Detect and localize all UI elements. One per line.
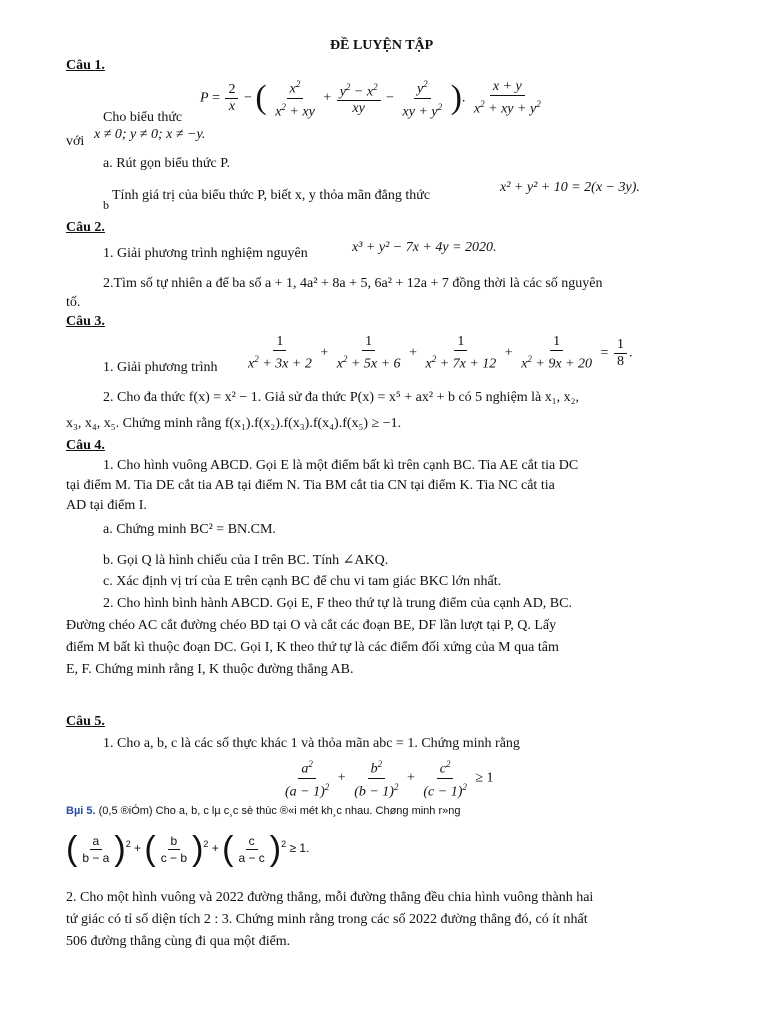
q1-intro: Cho biểu thức xyxy=(103,110,183,125)
q2-part-2-line-1: 2.Tìm số tự nhiên a để ba số a + 1, 4a² + 8a + 5, 6a² + 12a + 7 đồng thời là các số nguyên xyxy=(103,276,603,291)
q1-part-b-equation: x² + y² + 10 = 2(x − 3y). xyxy=(500,180,640,195)
q1-heading: Câu 1. xyxy=(66,58,105,73)
q3-equation: $\frac{1}{x^2 + 3x + 2}$ + $\frac{1}{x^2 + 5x + 6}$ + $\frac{1}{x^2 + 7x + 12}$ + $\frac{1}{x^2 + 9x + 20}$ = $\frac{1}{8}$ . xyxy=(248,334,633,372)
q4-part-c: c. Xác định vị trí của E trên cạnh BC để chu vi tam giác BKC lớn nhất. xyxy=(103,574,502,589)
q1-expression-p: P = $\frac{2}{x}$ − ( $\frac{x^2}{x^2 + xy}$ + $\frac{y^2 - x^2}{xy}$ − $\frac{y^2}{xy + y^2}$ ). $\frac{x + y}{x^2 + xy + y^2}$ xyxy=(200,76,546,120)
q4-line-3: AD tại điểm I. xyxy=(66,498,147,513)
q4-part-2-line-4: E, F. Chứng minh rằng I, K thuộc đường thẳng AB. xyxy=(66,662,354,677)
q4-part-a: a. Chứng minh BC² = BN.CM. xyxy=(103,522,276,537)
bai-5-inequality-tail: ≥ 1. xyxy=(289,841,310,856)
q4-part-2-line-1: 2. Cho hình bình hành ABCD. Gọi E, F theo thứ tự là trung điểm của cạnh AD, BC. xyxy=(103,596,572,611)
q5-part-2-line-2: tứ giác có tỉ số diện tích 2 : 3. Chứng minh rằng trong các số 2022 đường thẳng đó, có ít nhất xyxy=(66,912,588,927)
q1-condition: x ≠ 0; y ≠ 0; x ≠ −y. xyxy=(94,127,206,142)
q1-part-a: a. Rút gọn biểu thức P. xyxy=(103,156,230,171)
q4-heading: Câu 4. xyxy=(66,438,105,453)
q3-part-1: 1. Giải phương trình xyxy=(103,360,218,375)
bai-5-label: Bµi 5. xyxy=(66,805,96,817)
q1-part-b-text: Tính giá trị của biểu thức P, biết x, y thỏa mãn đẳng thức xyxy=(112,188,431,203)
q4-line-2: tại điểm M. Tia DE cắt tia AB tại điểm N. Tia BM cắt tia CN tại điểm K. Tia NC cắt tia xyxy=(66,478,555,493)
q5-part-2-line-3: 506 đường thẳng cùng đi qua một điểm. xyxy=(66,934,291,949)
q3-part-2-line-1: 2. Cho đa thức f(x) = x² − 1. Giả sử đa thức P(x) = x⁵ + ax² + b có 5 nghiệm là x₁, x₂, xyxy=(103,390,580,405)
page-title: ĐỀ LUYỆN TẬP xyxy=(330,38,434,53)
q3-heading: Câu 3. xyxy=(66,314,105,329)
bai-5-inequality: ( $\frac{a}{b - a}$ )$^2$ + ( $\frac{b}{c - b}$ )$^2$ + ( $\frac{c}{a - c}$ )$^2$ ≥ 1. xyxy=(66,830,310,868)
q5-part-2-line-1: 2. Cho một hình vuông và 2022 đường thẳng, mỗi đường thẳng đều chia hình vuông thành hai xyxy=(66,890,594,905)
q4-part-2-line-3: điểm M bất kì thuộc đoạn DC. Gọi I, K theo thứ tự là các điểm đối xứng của M qua tâm xyxy=(66,640,559,655)
q4-line-1: 1. Cho hình vuông ABCD. Gọi E là một điểm bất kì trên cạnh BC. Tia AE cắt tia DC xyxy=(103,458,579,473)
q4-part-2-line-2: Đường chéo AC cắt đường chéo BD tại O và cắt các đoạn BE, DF lần lượt tại P, Q. Lấy xyxy=(66,618,557,633)
q2-part-1: 1. Giải phương trình nghiệm nguyên xyxy=(103,246,308,261)
q2-part-1-equation: x³ + y² − 7x + 4y = 2020. xyxy=(352,240,497,255)
q2-heading: Câu 2. xyxy=(66,220,105,235)
q5-part-1: 1. Cho a, b, c là các số thực khác 1 và thỏa mãn abc = 1. Chứng minh rằng xyxy=(103,736,520,751)
q5-heading: Câu 5. xyxy=(66,714,105,729)
q1-condition-prefix: với xyxy=(66,134,85,149)
q5-inequality-1: $\frac{a^2}{(a - 1)^2}$ + $\frac{b^2}{(b - 1)^2}$ + $\frac{c^2}{(c - 1)^2}$ ≥ 1 xyxy=(280,756,494,800)
q2-part-2-line-2: tố. xyxy=(66,295,81,310)
q1-part-b-label: b xyxy=(103,198,109,212)
q4-part-b: b. Gọi Q là hình chiếu của I trên BC. Tính ∠AKQ. xyxy=(103,553,389,568)
q3-part-2-line-2: x₃, x₄, x₅. Chứng minh rằng f(x₁).f(x₂).f(x₃).f(x₄).f(x₅) ≥ −1. xyxy=(66,416,402,431)
bai-5-text: (0,5 ®iÓm) Cho a, b, c lµ c¸c sè thùc ®«i mét kh¸c nhau. Chøng minh r»ng xyxy=(98,805,461,817)
bai-5-line xyxy=(66,805,461,817)
